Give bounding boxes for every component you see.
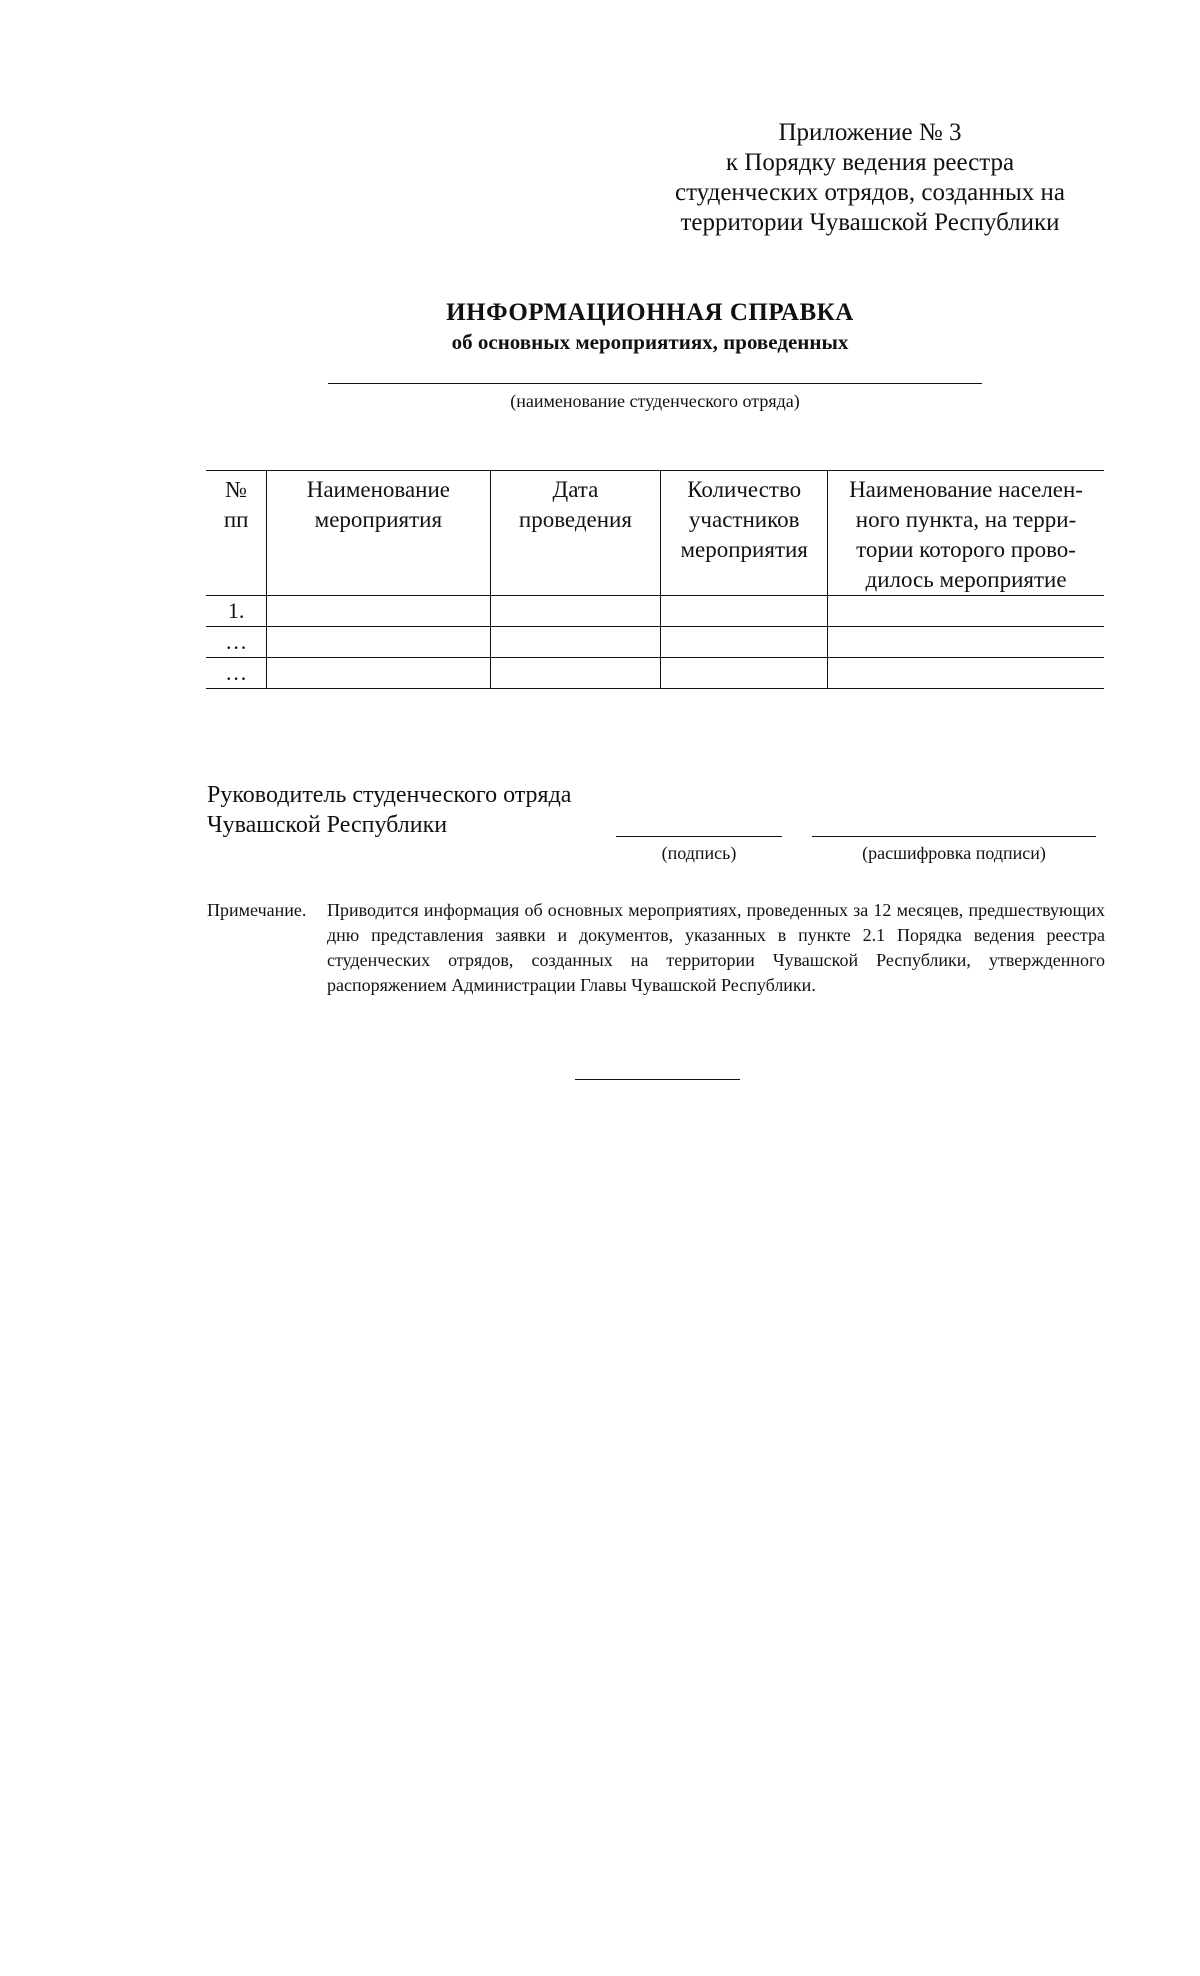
header-text: Дата	[552, 477, 599, 502]
header-text: дилось мероприятие	[865, 567, 1067, 592]
header-text: проведения	[518, 507, 632, 532]
signature-caption: (подпись)	[661, 843, 737, 863]
document-title: ИНФОРМАЦИОННАЯ СПРАВКА	[446, 299, 854, 326]
cell-locality	[828, 596, 1104, 627]
cell-number: …	[206, 658, 267, 689]
signer-title	[207, 780, 571, 840]
note-block	[207, 898, 1105, 998]
cell-participants	[661, 596, 828, 627]
table-header-row	[206, 471, 1104, 596]
signature-line	[616, 836, 782, 837]
header-text: Наименование	[306, 477, 451, 502]
header-participants	[661, 471, 828, 596]
squad-name-line	[328, 383, 982, 384]
cell-event-name	[267, 596, 490, 627]
signer-line: Чувашской Республики	[207, 812, 448, 838]
appendix-line: территории Чувашской Республики	[680, 209, 1060, 236]
header-text: №	[225, 477, 248, 502]
header-date	[490, 471, 661, 596]
appendix-line: Приложение № 3	[778, 119, 962, 146]
events-table	[206, 470, 1104, 689]
document-subtitle: об основных мероприятиях, проведенных	[451, 330, 849, 354]
header-text: Количество	[687, 477, 802, 502]
end-divider	[575, 1079, 740, 1080]
header-text: Наименование населен-	[849, 477, 1083, 502]
squad-name-caption: (наименование студенческого отряда)	[510, 391, 800, 411]
cell-date	[490, 596, 661, 627]
cell-date	[490, 658, 661, 689]
title-block	[0, 298, 1200, 356]
header-text: мероприятия	[680, 537, 808, 562]
header-text: тории которого прово-	[856, 537, 1076, 562]
cell-event-name	[267, 627, 490, 658]
cell-date	[490, 627, 661, 658]
cell-event-name	[267, 658, 490, 689]
appendix-header	[640, 118, 1100, 238]
header-number	[206, 471, 267, 596]
signature-decoding-line	[812, 836, 1096, 837]
table-row	[206, 596, 1104, 627]
header-text: мероприятия	[314, 507, 443, 532]
table-row	[206, 658, 1104, 689]
header-text: пп	[223, 507, 249, 532]
header-event-name	[267, 471, 490, 596]
header-locality	[828, 471, 1104, 596]
header-text: участников	[688, 507, 800, 532]
cell-participants	[661, 627, 828, 658]
signer-line: Руководитель студенческого отряда	[207, 782, 572, 808]
cell-locality	[828, 627, 1104, 658]
cell-locality	[828, 658, 1104, 689]
cell-number: …	[206, 627, 267, 658]
table-row	[206, 627, 1104, 658]
note-label: Примечание.	[207, 900, 307, 920]
appendix-line: к Порядку ведения реестра	[725, 149, 1015, 176]
appendix-line: студенческих отрядов, созданных на	[674, 179, 1065, 206]
header-text: ного пункта, на терри-	[855, 507, 1077, 532]
cell-participants	[661, 658, 828, 689]
cell-number: 1.	[206, 596, 267, 627]
note-text: Приводится информация об основных мероприятиях, проведенных за 12 месяцев, предшествующих дню представления заявки и документов, указанных в пункте 2.1 Порядка ведения реестра студенческих отрядов, созданных на территории Чувашской Республики, утвержденного распоряжением Администрации Главы Чувашской Республики.	[327, 900, 1105, 995]
signature-decoding-caption: (расшифровка подписи)	[862, 843, 1046, 863]
